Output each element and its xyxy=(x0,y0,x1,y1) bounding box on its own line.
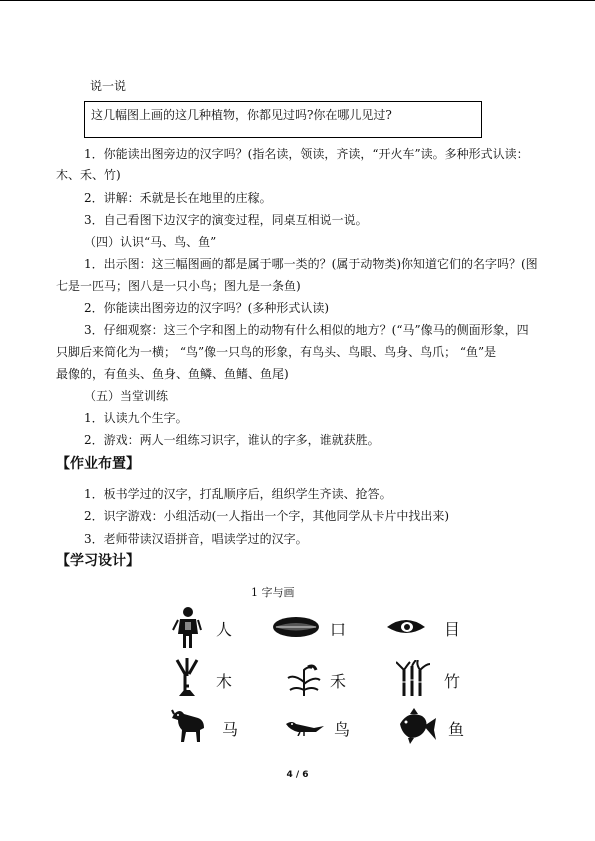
grain-icon xyxy=(286,664,322,700)
homework-item-3: 3．老师带读汉语拼音，唱读学过的汉字。 xyxy=(84,532,308,546)
fish-icon xyxy=(396,708,436,748)
char-mu: 目 xyxy=(444,620,461,639)
design-heading: 【学习设计】 xyxy=(56,553,140,569)
bird-icon xyxy=(284,718,326,740)
person-icon xyxy=(172,606,202,654)
paragraph-9: 1．认读九个生字。 xyxy=(84,411,188,425)
paragraph-7c: 最像的，有鱼头、鱼身、鱼鳞、鱼鳍、鱼尾) xyxy=(56,367,289,381)
paragraph-4: （四）认识“马、鸟、鱼” xyxy=(84,235,217,249)
char-he: 禾 xyxy=(330,672,347,691)
char-yu: 鱼 xyxy=(448,720,465,739)
char-niao: 鸟 xyxy=(334,720,351,739)
page-number: 4 / 6 xyxy=(286,770,309,780)
paragraph-8: （五）当堂训练 xyxy=(84,389,169,403)
paragraph-5a: 1．出示图：这三幅图画的都是属于哪一类的？(属于动物类)你知道它们的名字吗？(图 xyxy=(84,257,538,271)
paragraph-7b: 只脚后来简化为一横； “鸟”像一只鸟的形象，有鸟头、鸟眼、鸟身、鸟爪； “鱼”是 xyxy=(56,345,497,359)
paragraph-3: 3．自己看图下边汉字的演变过程，同桌互相说一说。 xyxy=(84,213,368,227)
homework-item-2: 2．识字游戏：小组活动(一人指出一个字，其他同学从卡片中找出来) xyxy=(84,509,450,523)
char-ren: 人 xyxy=(216,620,233,639)
paragraph-2: 2．讲解：禾就是长在地里的庄稼。 xyxy=(84,191,272,205)
question-text: 这几幅图上画的这几种植物，你都见过吗?你在哪儿见过? xyxy=(91,108,392,122)
paragraph-1b: 木、禾、竹) xyxy=(56,168,121,182)
paragraph-6: 2．你能读出图旁边的汉字吗？(多种形式认读) xyxy=(84,301,329,315)
homework-heading: 【作业布置】 xyxy=(56,456,140,472)
paragraph-7a: 3．仔细观察：这三个字和图上的动物有什么相似的地方？(“马”像马的侧面形象，四 xyxy=(84,323,529,337)
char-zhu: 竹 xyxy=(444,672,461,691)
homework-item-1: 1．板书学过的汉字，打乱顺序后，组织学生齐读、抢答。 xyxy=(84,487,392,501)
char-ma: 马 xyxy=(222,720,239,739)
figure-caption: 1 字与画 xyxy=(251,586,295,599)
top-rule xyxy=(0,0,595,1)
tree-icon xyxy=(172,656,202,700)
section-label: 说一说 xyxy=(90,79,127,93)
paragraph-1a: 1．你能读出图旁边的汉字吗？(指名读，领读，齐读，“开火车”读。多种形式认读： xyxy=(84,147,529,161)
paragraph-10: 2．游戏：两人一组练习识字，谁认的字多，谁就获胜。 xyxy=(84,433,380,447)
char-kou: 口 xyxy=(330,620,347,639)
eye-icon xyxy=(386,617,426,641)
question-box xyxy=(84,101,482,138)
mouth-icon xyxy=(272,616,320,642)
paragraph-5b: 七是一匹马；图八是一只小鸟；图九是一条鱼) xyxy=(56,279,301,293)
horse-icon xyxy=(170,708,206,748)
bamboo-icon xyxy=(396,660,432,700)
char-mu-tree: 木 xyxy=(216,672,233,691)
